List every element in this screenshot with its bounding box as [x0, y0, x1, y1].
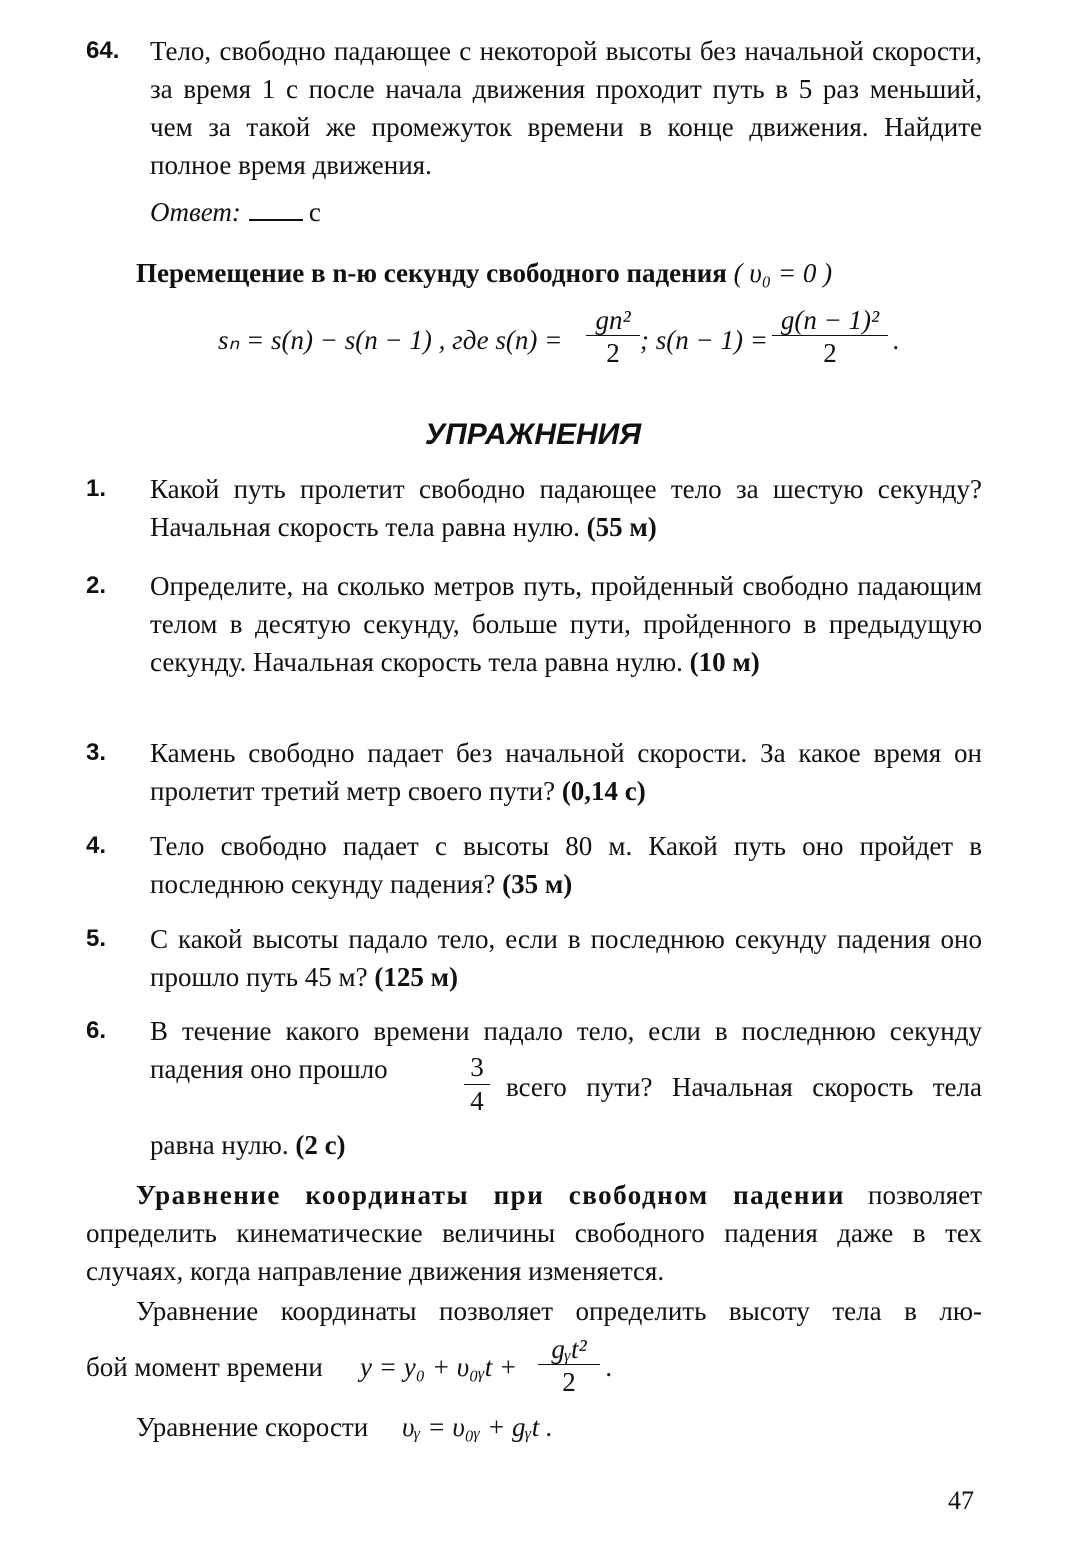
exercise-text: Тело свободно падает с высоты 80 м. Какой путь оно пройдет в последнюю секунду падения? — [150, 831, 982, 899]
exercise-1 — [86, 470, 982, 550]
exercise-number: 1. — [86, 475, 107, 502]
exercise-text: В течение какого времени падало тело, если в последнюю секунду падения оно прошло — [150, 1016, 982, 1084]
velocity-formula: υᵧ = υ₀ᵧ + gᵧt . — [402, 1412, 553, 1442]
answer-label: Ответ: — [150, 197, 241, 227]
exercise-4 — [86, 827, 982, 907]
problem-text: Тело, свободно падающее с некоторой высоты без начальной скорости, за время 1 с после начала движения проходит путь в 5 раз меньший, чем за такой же промежуток времени в конце движения. Найдите полное время движения. — [150, 36, 982, 180]
nth-second-heading-line — [136, 258, 832, 289]
frac-den: 4 — [464, 1084, 490, 1117]
nth-second-condition: ( υ₀ = 0 ) — [733, 258, 833, 288]
exercise-text-wrap — [150, 734, 982, 810]
coord-eq-lead: Уравнение координаты при свободном падении — [136, 1180, 845, 1210]
nth-formula-mid: ; s(n − 1) = — [640, 325, 768, 355]
exercise-answer: (125 м) — [374, 962, 458, 992]
exercises-title: УПРАЖНЕНИЯ — [424, 418, 642, 451]
exercise-text: С какой высоты падало тело, если в последнюю секунду падения оно прошло путь 45 м? — [150, 924, 982, 992]
coord-eq-paragraph — [86, 1176, 982, 1290]
exercise-text: Какой путь пролетит свободно падающее тело за шестую секунду? Начальная скорость тела равна нулю. — [150, 474, 982, 542]
exercise-answer: (2 с) — [295, 1130, 346, 1160]
exercise-answer: (10 м) — [689, 647, 760, 677]
nth-frac2-den: 2 — [772, 335, 888, 370]
exercise-text: Определите, на сколько метров путь, пройденный свободно падающим телом в десятую секунду, больше пути, пройденного в предыдущую секунду. Начальная скорость тела равна нулю. — [150, 571, 982, 677]
exercise-3 — [86, 734, 982, 814]
coord-frac — [538, 1334, 600, 1399]
exercise-text-last: равна нулю. — [150, 1130, 289, 1160]
nth-frac1-den: 2 — [586, 335, 640, 370]
coord-frac-den: 2 — [538, 1364, 600, 1399]
exercise-6-line3 — [150, 1130, 346, 1161]
coord-frac-num: gᵧt² — [551, 1334, 587, 1364]
answer-unit: с — [308, 197, 321, 227]
answer-blank — [249, 197, 303, 221]
exercise-6-line2 — [150, 1050, 982, 1124]
exercise-text-wrap — [150, 470, 982, 546]
coord-formula: y = y₀ + υ₀ᵧt + — [360, 1352, 518, 1382]
nth-formula-left: sₙ = s(n) − s(n − 1) , где s(n) = — [218, 325, 563, 355]
exercise-number: 4. — [86, 832, 107, 859]
nth-frac1 — [586, 305, 640, 370]
exercise-6-line1 — [150, 1012, 982, 1084]
frac-num: 3 — [470, 1052, 484, 1082]
exercise-text: Камень свободно падает без начальной скорости. За какое время он пролетит третий метр своего пути? — [150, 738, 982, 806]
exercise-5 — [86, 920, 982, 1000]
exercise-number: 6. — [86, 1017, 107, 1044]
exercise-answer: (0,14 с) — [561, 776, 646, 806]
exercise-number: 5. — [86, 925, 107, 952]
page-number: 47 — [948, 1486, 974, 1515]
exercise-text-wrap — [150, 920, 982, 996]
problem-number: 64. — [86, 37, 120, 64]
answer-line — [150, 197, 321, 228]
coord-eq-para2-line1: Уравнение координаты позволяет определить высоту тела в лю- — [136, 1296, 982, 1326]
nth-second-heading: Перемещение в n-ю секунду свободного падения — [136, 258, 727, 288]
nth-frac1-num: gn² — [595, 305, 631, 335]
coord-eq-para2-line2: бой момент времени — [86, 1352, 323, 1382]
exercise-text-wrap — [150, 827, 982, 903]
nth-frac2-num: g(n − 1)² — [780, 305, 880, 335]
exercise-2 — [86, 567, 982, 723]
exercise-number: 2. — [86, 572, 107, 599]
exercise-text-after: всего пути? Начальная скорость тела — [506, 1072, 982, 1102]
problem-64 — [86, 32, 982, 192]
coord-eq-rest: позволяет определить кинематические величины свободного падения даже в тех случаях, когда направление движения изменяется. — [86, 1180, 983, 1286]
nth-frac2 — [772, 305, 888, 370]
velocity-label: Уравнение скорости — [136, 1412, 369, 1442]
nth-formula-end: . — [893, 325, 900, 355]
exercise-number: 3. — [86, 739, 107, 766]
exercise-text-wrap — [150, 567, 982, 681]
exercise-answer: (55 м) — [586, 512, 657, 542]
fraction-three-quarters — [464, 1050, 490, 1117]
exercise-answer: (35 м) — [502, 869, 573, 899]
coord-formula-end: . — [606, 1352, 613, 1382]
